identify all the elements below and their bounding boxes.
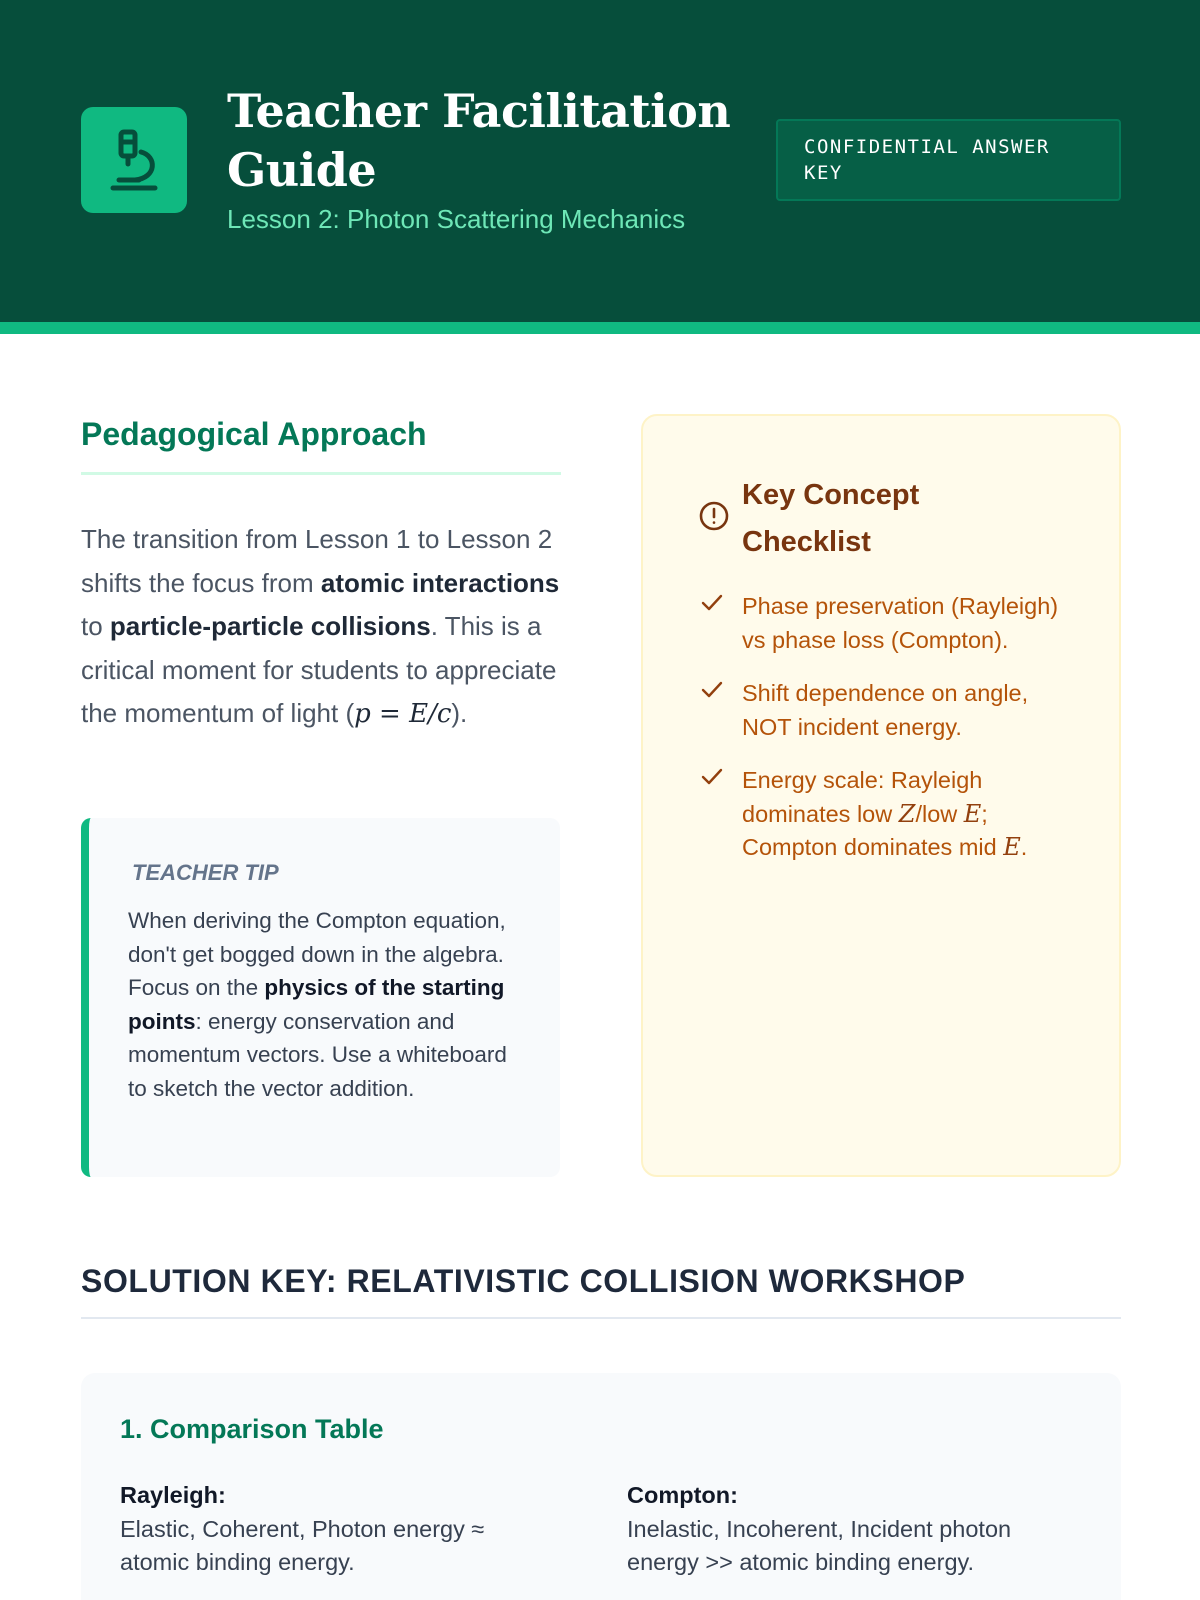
comparison-table-heading: 1. Comparison Table <box>120 1414 384 1444</box>
pedagogy-emphasis: particle-particle collisions <box>109 611 431 641</box>
pedagogy-text: . This is a critical moment for students to appreciate the momentum of light ( <box>81 611 557 728</box>
logo-badge <box>81 107 187 213</box>
checklist-text-part: /low <box>915 800 964 827</box>
checklist-text-part: ; Compton dominates mid <box>742 800 1004 860</box>
checklist-heading: Key Concept Checklist <box>742 479 920 558</box>
confidential-badge: CONFIDENTIAL ANSWER KEY <box>776 119 1121 201</box>
pedagogy-emphasis: atomic interactions <box>320 567 560 598</box>
microscope-icon <box>105 128 163 192</box>
teacher-tip-card <box>81 818 560 1177</box>
pedagogy-paragraph <box>81 518 566 737</box>
tip-text: When deriving the Compton equation, don't get bogged down in the algebra. Focus on the <box>128 908 506 1000</box>
rayleigh-description: Elastic, Coherent, Photon energy ≈ atomic binding energy. <box>120 1515 485 1575</box>
pedagogy-text: to <box>81 611 110 641</box>
rayleigh-column <box>120 1479 540 1580</box>
compton-label: Compton: <box>627 1482 738 1508</box>
checklist-item <box>698 590 1078 657</box>
math-symbol: E <box>1003 833 1021 861</box>
solution-key-heading: SOLUTION KEY: RELATIVISTIC COLLISION WORKSHOP <box>81 1263 966 1299</box>
checklist-text-part: Energy scale: Rayleigh dominates low <box>742 767 983 827</box>
checklist-item <box>698 764 1078 865</box>
checklist-item <box>698 677 1078 744</box>
checklist-item-text <box>742 767 1027 860</box>
teacher-tip-label: TEACHER TIP <box>132 860 279 885</box>
page-subtitle: Lesson 2: Photon Scattering Mechanics <box>227 204 686 234</box>
checklist-text-part: . <box>1020 834 1028 860</box>
math-symbol: E <box>963 799 982 828</box>
checklist-item-text: Phase preservation (Rayleigh) vs phase loss (Compton). <box>742 593 1059 653</box>
solution-key-divider <box>81 1317 1121 1319</box>
pedagogy-heading: Pedagogical Approach <box>81 416 427 452</box>
comparison-card <box>81 1373 1121 1600</box>
math-symbol: Z <box>898 799 916 828</box>
checklist-items <box>698 590 1078 885</box>
check-icon <box>700 678 724 702</box>
pedagogy-divider <box>81 472 561 475</box>
compton-description: Inelastic, Incoherent, Incident photon energy >> atomic binding energy. <box>627 1515 1012 1575</box>
compton-column <box>627 1479 1047 1580</box>
teacher-tip-body <box>128 904 523 1105</box>
tip-emphasis: physics of the starting points <box>128 975 505 1034</box>
pedagogy-text: The transition from Lesson 1 to Lesson 2 shifts the focus from <box>81 524 553 598</box>
page-title: Teacher Facilitation Guide <box>227 84 731 197</box>
check-icon <box>700 591 724 615</box>
rayleigh-label: Rayleigh: <box>120 1482 226 1508</box>
checklist-item-text: Shift dependence on angle, NOT incident energy. <box>742 680 1029 740</box>
key-concept-checklist-card <box>641 414 1121 1177</box>
tip-text: : energy conservation and momentum vectors. Use a whiteboard to sketch the vector addition. <box>128 1008 507 1101</box>
pedagogy-text: ). <box>451 698 468 728</box>
momentum-formula: p = E/c <box>354 699 452 729</box>
alert-circle-icon <box>698 500 730 532</box>
check-icon <box>700 765 724 789</box>
header-accent-stripe <box>0 322 1200 334</box>
